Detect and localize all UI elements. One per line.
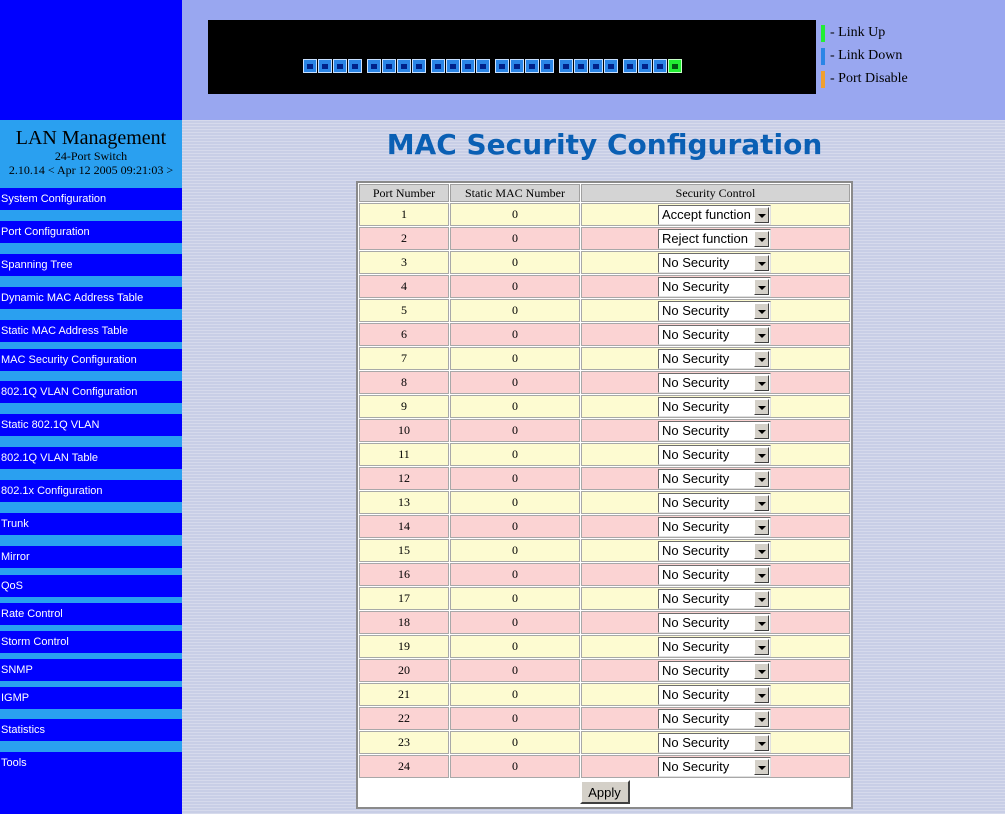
dropdown-arrow-icon[interactable]: [754, 447, 769, 463]
dropdown-arrow-icon[interactable]: [754, 663, 769, 679]
port-7-icon[interactable]: [397, 59, 411, 73]
table-row: [359, 203, 850, 226]
security-control-value: Reject function: [662, 230, 748, 246]
sidebar-menu: [0, 188, 182, 814]
brand-title: LAN Management: [15, 127, 167, 149]
menu-divider: [0, 709, 182, 719]
table-row: [359, 515, 850, 538]
security-control-cell: [581, 611, 850, 634]
firmware-version: 2.10.14 < Apr 12 2005 09:21:03 >: [8, 163, 174, 177]
security-control-cell: [581, 347, 850, 370]
sidebar-item-802-1q-vlan-table[interactable]: 802.1Q VLAN Table: [0, 447, 182, 469]
security-control-select[interactable]: [658, 373, 771, 393]
static-mac-number-cell: 0: [450, 371, 580, 394]
port-number-cell: 7: [359, 347, 449, 370]
static-mac-number-cell: 0: [450, 443, 580, 466]
static-mac-number-cell: 0: [450, 539, 580, 562]
security-control-select[interactable]: [658, 661, 771, 681]
table-row: [359, 467, 850, 490]
port-10-icon[interactable]: [446, 59, 460, 73]
port-group: [303, 59, 363, 73]
security-control-value: No Security: [662, 470, 730, 486]
port-number-cell: 3: [359, 251, 449, 274]
security-control-select[interactable]: [658, 421, 771, 441]
security-control-select[interactable]: [658, 253, 771, 273]
static-mac-number-cell: 0: [450, 275, 580, 298]
port-16-icon[interactable]: [540, 59, 554, 73]
dropdown-arrow-icon[interactable]: [754, 639, 769, 655]
security-control-cell: [581, 731, 850, 754]
table-row: [359, 275, 850, 298]
port-number-cell: 12: [359, 467, 449, 490]
port-2-icon[interactable]: [318, 59, 332, 73]
static-mac-number-cell: 0: [450, 347, 580, 370]
security-control-select[interactable]: [658, 469, 771, 489]
security-control-cell: [581, 755, 850, 778]
security-control-value: No Security: [662, 566, 730, 582]
table-row: [359, 443, 850, 466]
sidebar-item-mac-security-configuration[interactable]: MAC Security Configuration: [0, 349, 182, 371]
static-mac-number-cell: 0: [450, 299, 580, 322]
apply-row: [358, 779, 851, 809]
legend-color-icon: [821, 25, 825, 42]
dropdown-arrow-icon[interactable]: [754, 567, 769, 583]
security-control-cell: [581, 587, 850, 610]
sidebar-item-trunk[interactable]: Trunk: [0, 513, 182, 535]
dropdown-arrow-icon[interactable]: [754, 543, 769, 559]
security-control-value: No Security: [662, 542, 730, 558]
security-control-cell: [581, 227, 850, 250]
security-control-cell: [581, 251, 850, 274]
static-mac-number-cell: 0: [450, 395, 580, 418]
security-control-cell: [581, 443, 850, 466]
security-control-select[interactable]: [658, 205, 771, 225]
port-19-icon[interactable]: [589, 59, 603, 73]
port-11-icon[interactable]: [461, 59, 475, 73]
port-5-icon[interactable]: [367, 59, 381, 73]
menu-divider: [0, 243, 182, 254]
table-row: [359, 299, 850, 322]
brand-subtitle: 24-Port Switch: [54, 149, 128, 163]
port-number-cell: 10: [359, 419, 449, 442]
sidebar-item-snmp[interactable]: SNMP: [0, 659, 182, 681]
table-row: [359, 635, 850, 658]
table-row: [359, 707, 850, 730]
security-control-cell: [581, 635, 850, 658]
port-4-icon[interactable]: [348, 59, 362, 73]
security-control-select[interactable]: [658, 637, 771, 657]
sidebar-item-statistics[interactable]: Statistics: [0, 719, 182, 741]
menu-divider: [0, 568, 182, 575]
menu-divider: [0, 741, 182, 752]
port-number-cell: 1: [359, 203, 449, 226]
port-18-icon[interactable]: [574, 59, 588, 73]
security-control-value: No Security: [662, 254, 730, 270]
port-group: [431, 59, 491, 73]
sidebar-item-static-mac-address-table[interactable]: Static MAC Address Table: [0, 320, 182, 342]
dropdown-arrow-icon[interactable]: [754, 231, 769, 247]
security-control-value: No Security: [662, 662, 730, 678]
port-group: [623, 59, 683, 73]
static-mac-number-cell: 0: [450, 419, 580, 442]
security-control-select[interactable]: [658, 349, 771, 369]
sidebar-item-dynamic-mac-address-table[interactable]: Dynamic MAC Address Table: [0, 287, 182, 309]
port-23-icon[interactable]: [653, 59, 667, 73]
legend-label: - Port Disable: [830, 71, 908, 86]
menu-divider: [0, 309, 182, 320]
static-mac-number-cell: 0: [450, 755, 580, 778]
port-number-cell: 23: [359, 731, 449, 754]
security-control-select[interactable]: [658, 565, 771, 585]
port-12-icon[interactable]: [476, 59, 490, 73]
port-group: [495, 59, 555, 73]
port-number-cell: 6: [359, 323, 449, 346]
header: [182, 0, 1005, 120]
security-control-cell: [581, 395, 850, 418]
sidebar-item-port-configuration[interactable]: Port Configuration: [0, 221, 182, 243]
apply-button[interactable]: Apply: [580, 780, 630, 804]
port-17-icon[interactable]: [559, 59, 573, 73]
security-control-value: No Security: [662, 398, 730, 414]
security-control-cell: [581, 323, 850, 346]
sidebar-item-system-configuration[interactable]: System Configuration: [0, 188, 182, 210]
static-mac-number-cell: 0: [450, 227, 580, 250]
security-control-cell: [581, 203, 850, 226]
sidebar-item-rate-control[interactable]: Rate Control: [0, 603, 182, 625]
sidebar-item-mirror[interactable]: Mirror: [0, 546, 182, 568]
table-header-row: [359, 184, 850, 202]
security-control-select[interactable]: [658, 541, 771, 561]
security-control-select[interactable]: [658, 517, 771, 537]
port-number-cell: 4: [359, 275, 449, 298]
table-body: [359, 203, 850, 778]
port-20-icon[interactable]: [604, 59, 618, 73]
sidebar-item-qos[interactable]: QoS: [0, 575, 182, 597]
port-9-icon[interactable]: [431, 59, 445, 73]
security-control-select[interactable]: [658, 493, 771, 513]
menu-divider: [0, 276, 182, 287]
security-control-value: No Security: [662, 734, 730, 750]
security-control-select[interactable]: [658, 301, 771, 321]
security-control-value: No Security: [662, 518, 730, 534]
sidebar-item-storm-control[interactable]: Storm Control: [0, 631, 182, 653]
table-row: [359, 683, 850, 706]
security-control-value: No Security: [662, 638, 730, 654]
mac-security-table: [358, 183, 851, 779]
port-number-cell: 14: [359, 515, 449, 538]
table-row: [359, 251, 850, 274]
table-row: [359, 323, 850, 346]
menu-divider: [0, 342, 182, 349]
dropdown-arrow-icon[interactable]: [754, 495, 769, 511]
security-control-select[interactable]: [658, 685, 771, 705]
security-control-value: No Security: [662, 302, 730, 318]
mac-security-table-container: [356, 181, 853, 809]
table-row: [359, 755, 850, 778]
security-control-value: No Security: [662, 494, 730, 510]
security-control-value: No Security: [662, 326, 730, 342]
dropdown-arrow-icon[interactable]: [754, 423, 769, 439]
menu-divider: [0, 535, 182, 546]
port-indicators: [303, 59, 687, 73]
security-control-value: No Security: [662, 446, 730, 462]
table-row: [359, 419, 850, 442]
port-15-icon[interactable]: [525, 59, 539, 73]
column-header-static-mac-number: Static MAC Number: [450, 184, 580, 202]
dropdown-arrow-icon[interactable]: [754, 519, 769, 535]
port-8-icon[interactable]: [412, 59, 426, 73]
security-control-cell: [581, 491, 850, 514]
port-number-cell: 5: [359, 299, 449, 322]
security-control-select[interactable]: [658, 589, 771, 609]
legend-item: [818, 45, 908, 68]
static-mac-number-cell: 0: [450, 515, 580, 538]
legend-item: [818, 22, 908, 45]
static-mac-number-cell: 0: [450, 563, 580, 586]
port-24-icon[interactable]: [668, 59, 682, 73]
security-control-value: No Security: [662, 590, 730, 606]
static-mac-number-cell: 0: [450, 203, 580, 226]
security-control-cell: [581, 275, 850, 298]
static-mac-number-cell: 0: [450, 635, 580, 658]
table-row: [359, 563, 850, 586]
port-number-cell: 24: [359, 755, 449, 778]
column-header-port-number: Port Number: [359, 184, 449, 202]
security-control-value: No Security: [662, 758, 730, 774]
security-control-select[interactable]: [658, 229, 771, 249]
port-number-cell: 9: [359, 395, 449, 418]
dropdown-arrow-icon[interactable]: [754, 711, 769, 727]
dropdown-arrow-icon[interactable]: [754, 591, 769, 607]
security-control-value: No Security: [662, 374, 730, 390]
table-row: [359, 371, 850, 394]
sidebar-item-tools[interactable]: Tools: [0, 752, 182, 774]
security-control-cell: [581, 707, 850, 730]
dropdown-arrow-icon[interactable]: [754, 351, 769, 367]
menu-divider: [0, 436, 182, 447]
security-control-value: No Security: [662, 422, 730, 438]
security-control-value: No Security: [662, 278, 730, 294]
port-legend: [818, 22, 908, 91]
security-control-select[interactable]: [658, 613, 771, 633]
menu-divider: [0, 210, 182, 221]
brand-panel: [0, 120, 182, 188]
static-mac-number-cell: 0: [450, 683, 580, 706]
sidebar-item-static-802-1q-vlan[interactable]: Static 802.1Q VLAN: [0, 414, 182, 436]
security-control-cell: [581, 515, 850, 538]
sidebar-item-spanning-tree[interactable]: Spanning Tree: [0, 254, 182, 276]
security-control-select[interactable]: [658, 397, 771, 417]
page-title: MAC Security Configuration: [386, 128, 823, 161]
table-row: [359, 395, 850, 418]
dropdown-arrow-icon[interactable]: [754, 759, 769, 775]
column-header-security-control: Security Control: [581, 184, 850, 202]
security-control-value: No Security: [662, 614, 730, 630]
security-control-select[interactable]: [658, 757, 771, 777]
dropdown-arrow-icon[interactable]: [754, 327, 769, 343]
table-row: [359, 731, 850, 754]
static-mac-number-cell: 0: [450, 323, 580, 346]
dropdown-arrow-icon[interactable]: [754, 687, 769, 703]
menu-divider: [0, 502, 182, 513]
dropdown-arrow-icon[interactable]: [754, 375, 769, 391]
port-number-cell: 11: [359, 443, 449, 466]
dropdown-arrow-icon[interactable]: [754, 303, 769, 319]
port-21-icon[interactable]: [623, 59, 637, 73]
main-content: [182, 120, 1005, 814]
static-mac-number-cell: 0: [450, 659, 580, 682]
legend-label: - Link Down: [830, 48, 903, 63]
security-control-select[interactable]: [658, 325, 771, 345]
static-mac-number-cell: 0: [450, 467, 580, 490]
sidebar-item-802-1q-vlan-configuration[interactable]: 802.1Q VLAN Configuration: [0, 381, 182, 403]
security-control-select[interactable]: [658, 277, 771, 297]
security-control-select[interactable]: [658, 709, 771, 729]
security-control-cell: [581, 419, 850, 442]
port-6-icon[interactable]: [382, 59, 396, 73]
dropdown-arrow-icon[interactable]: [754, 399, 769, 415]
legend-label: - Link Up: [830, 25, 886, 40]
port-group: [367, 59, 427, 73]
port-number-cell: 13: [359, 491, 449, 514]
port-number-cell: 17: [359, 587, 449, 610]
menu-divider: [0, 469, 182, 480]
security-control-value: No Security: [662, 710, 730, 726]
security-control-cell: [581, 563, 850, 586]
legend-item: [818, 68, 908, 91]
security-control-value: No Security: [662, 686, 730, 702]
port-number-cell: 20: [359, 659, 449, 682]
dropdown-arrow-icon[interactable]: [754, 615, 769, 631]
port-3-icon[interactable]: [333, 59, 347, 73]
static-mac-number-cell: 0: [450, 731, 580, 754]
static-mac-number-cell: 0: [450, 587, 580, 610]
dropdown-arrow-icon[interactable]: [754, 255, 769, 271]
security-control-value: Accept function: [662, 206, 751, 222]
dropdown-arrow-icon[interactable]: [754, 279, 769, 295]
port-22-icon[interactable]: [638, 59, 652, 73]
port-number-cell: 22: [359, 707, 449, 730]
security-control-cell: [581, 683, 850, 706]
sidebar-item-igmp[interactable]: IGMP: [0, 687, 182, 709]
table-row: [359, 587, 850, 610]
security-control-value: No Security: [662, 350, 730, 366]
port-number-cell: 21: [359, 683, 449, 706]
logo-area: [0, 0, 182, 120]
sidebar-item-802-1x-configuration[interactable]: 802.1x Configuration: [0, 480, 182, 502]
security-control-cell: [581, 371, 850, 394]
security-control-cell: [581, 467, 850, 490]
port-number-cell: 16: [359, 563, 449, 586]
dropdown-arrow-icon[interactable]: [754, 207, 769, 223]
security-control-cell: [581, 659, 850, 682]
static-mac-number-cell: 0: [450, 251, 580, 274]
table-row: [359, 491, 850, 514]
static-mac-number-cell: 0: [450, 611, 580, 634]
static-mac-number-cell: 0: [450, 707, 580, 730]
switch-port-panel: [208, 20, 816, 94]
port-number-cell: 8: [359, 371, 449, 394]
port-number-cell: 18: [359, 611, 449, 634]
table-row: [359, 347, 850, 370]
port-1-icon[interactable]: [303, 59, 317, 73]
menu-divider: [0, 403, 182, 414]
legend-color-icon: [821, 48, 825, 65]
dropdown-arrow-icon[interactable]: [754, 735, 769, 751]
menu-divider: [0, 371, 182, 381]
dropdown-arrow-icon[interactable]: [754, 471, 769, 487]
security-control-cell: [581, 299, 850, 322]
legend-color-icon: [821, 71, 825, 88]
table-row: [359, 539, 850, 562]
port-number-cell: 2: [359, 227, 449, 250]
static-mac-number-cell: 0: [450, 491, 580, 514]
port-number-cell: 19: [359, 635, 449, 658]
security-control-cell: [581, 539, 850, 562]
port-14-icon[interactable]: [510, 59, 524, 73]
port-13-icon[interactable]: [495, 59, 509, 73]
port-number-cell: 15: [359, 539, 449, 562]
table-row: [359, 659, 850, 682]
table-row: [359, 227, 850, 250]
security-control-select[interactable]: [658, 445, 771, 465]
security-control-select[interactable]: [658, 733, 771, 753]
table-row: [359, 611, 850, 634]
port-group: [559, 59, 619, 73]
